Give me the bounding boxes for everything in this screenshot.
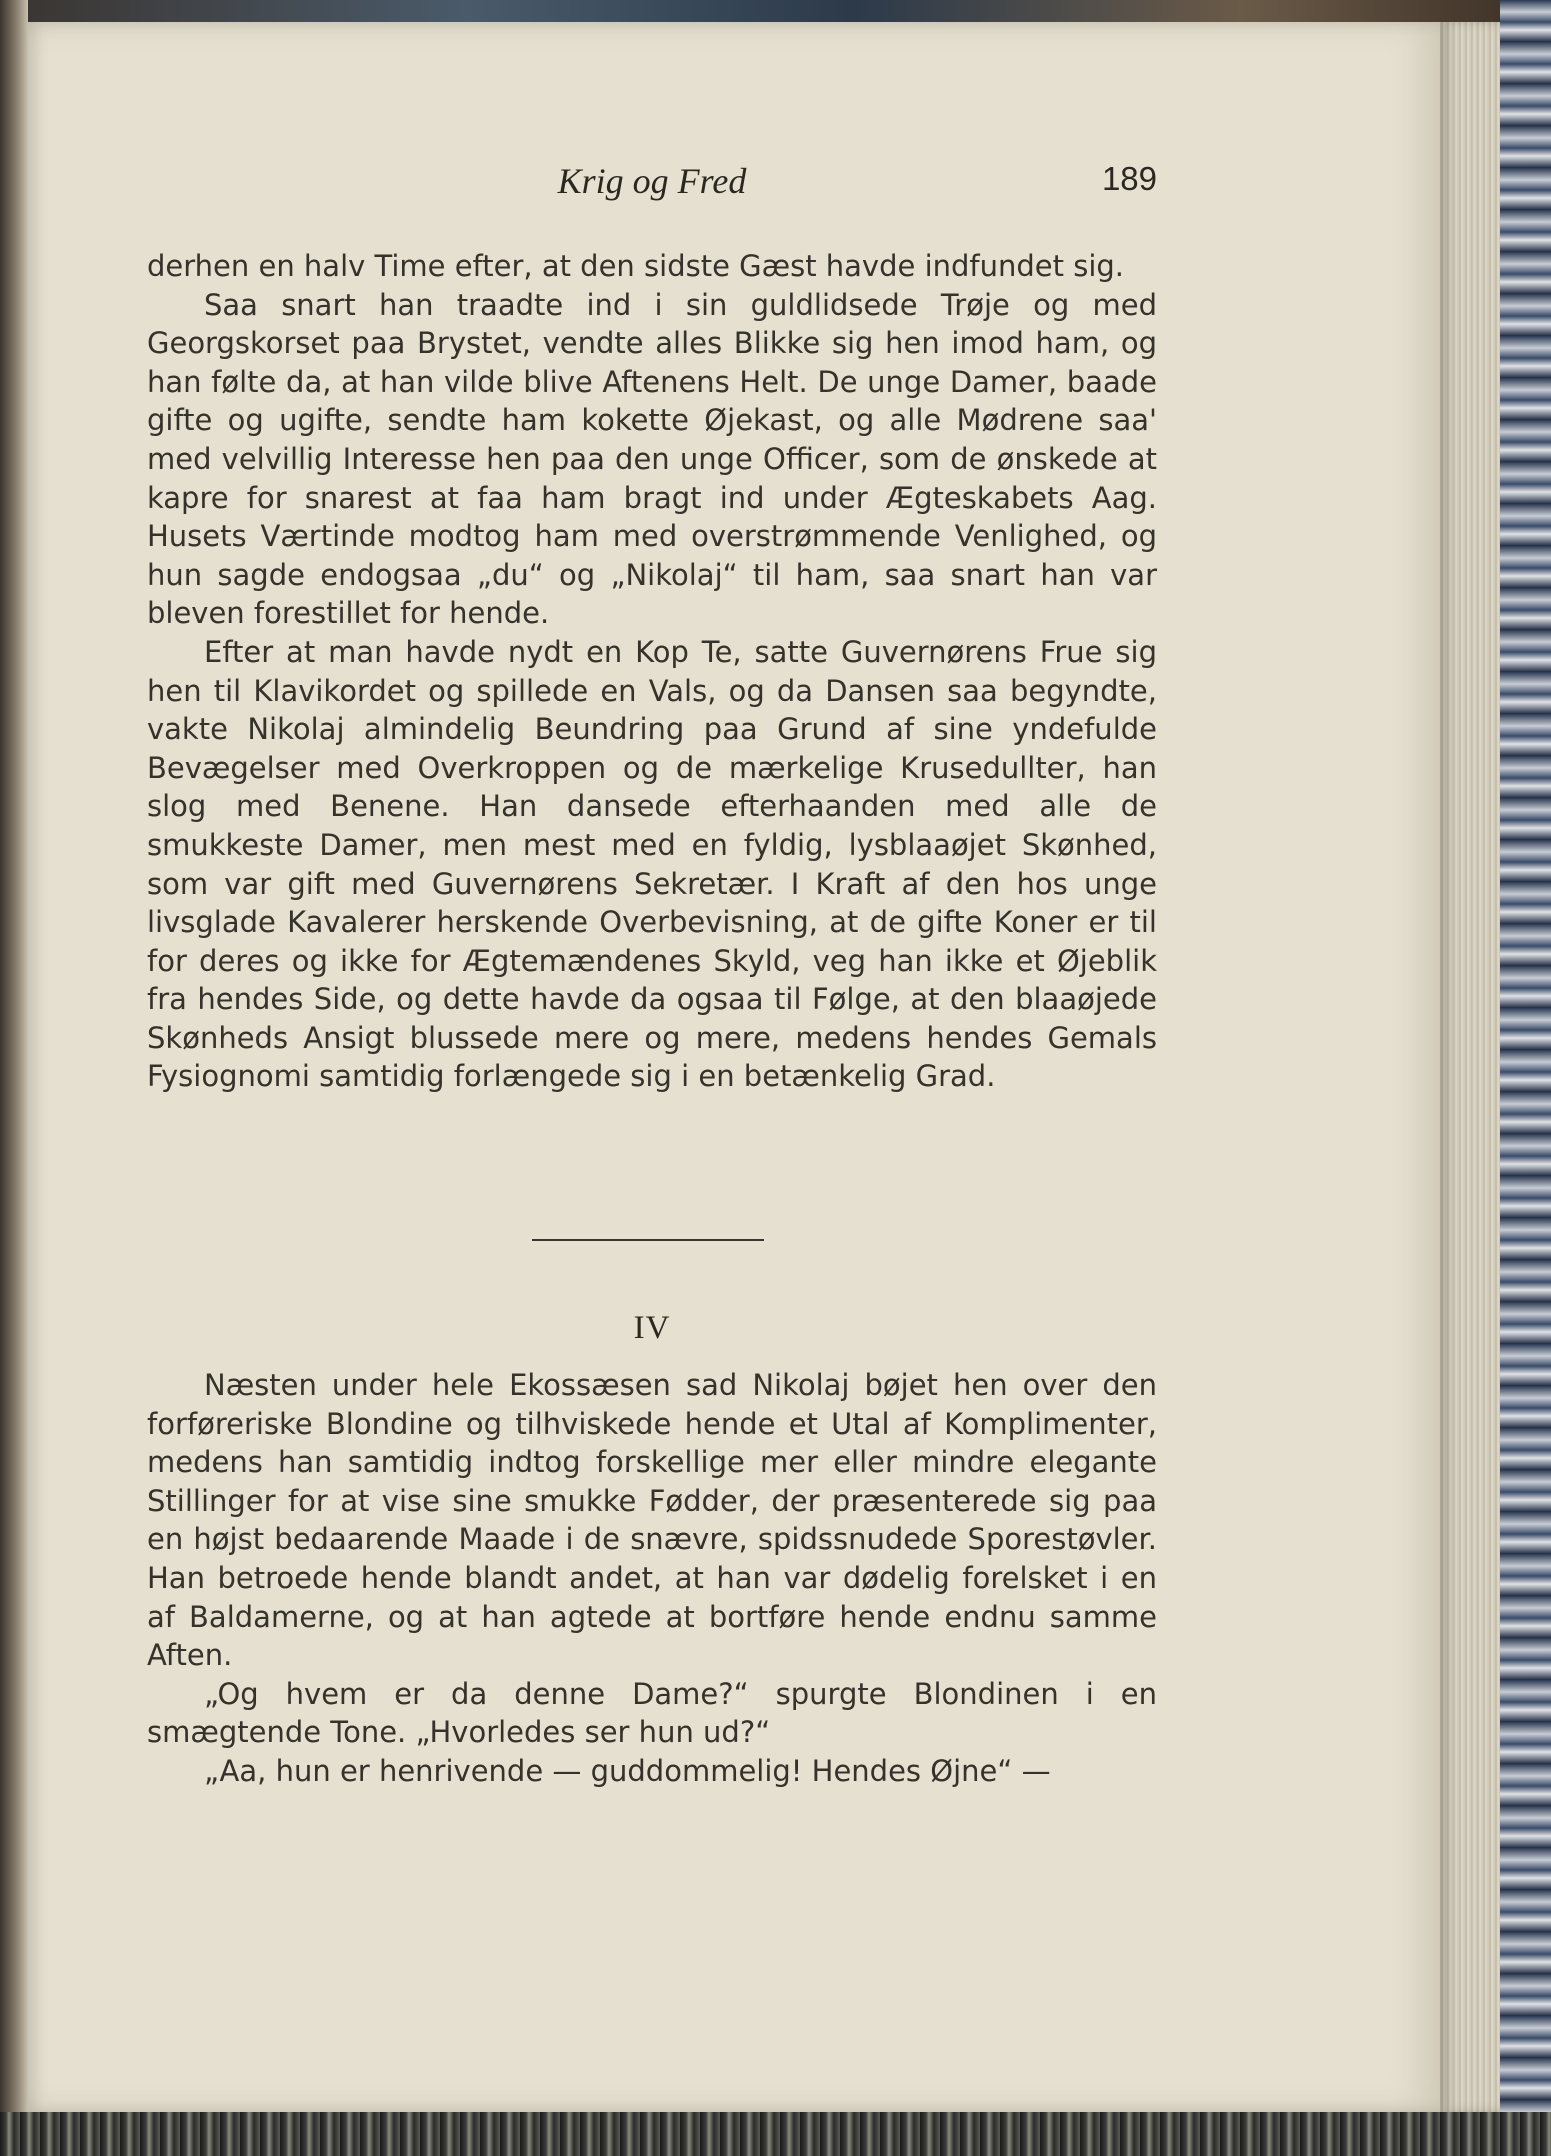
running-head xyxy=(147,160,1157,210)
paragraph: Efter at man havde nydt en Kop Te, satte Guvernørens Frue sig hen til Klavikordet og spillede en Vals, og da Dansen saa begyndte, vakte Nikolaj almindelig Beundring paa Grund af sine yndefulde Bevægelser med Overkroppen og de mærkelige Krusedullter, han slog med Benene. Han dansede efterhaanden med alle de smukkeste Damer, men mest med en fyldig, lysblaaøjet Skønhed, som var gift med Guvernørens Sekretær. I Kraft af den hos unge livsglade Kavalerer herskende Overbevisning, at de gifte Koner er til for deres og ikke for Ægtemændenes Skyld, veg han ikke et Øjeblik fra hendes Side, og dette havde da ogsaa til Følge, at den blaaøjede Skønheds Ansigt blussede mere og mere, medens hendes Gemals Fysiognomi samtidig forlængede sig i en betænkelig Grad. xyxy=(147,634,1157,1094)
marbled-edge-right xyxy=(1500,0,1551,2156)
page-stack xyxy=(1440,22,1500,2112)
paragraph: Saa snart han traadte ind i sin guldlidsede Trøje og med Georgskorset paa Brystet, vendte alles Blikke sig hen imod ham, og han følte da, at han vilde blive Aftenens Helt. De unge Damer, baade gifte og ugifte, sendte ham kokette Øjekast, og alle Mødrene saa' med velvillig Interesse hen paa den unge Officer, som de ønskede at kapre for snarest at faa ham bragt ind under Ægteskabets Aag. Husets Værtinde modtog ham med overstrømmende Venlighed, og hun sagde endogsaa „du“ og „Nikolaj“ til ham, saa snart han var bleven forestillet for hende. xyxy=(147,287,1157,631)
book-top-edge xyxy=(0,0,1551,22)
paragraph: derhen en halv Time efter, at den sidste Gæst havde indfundet sig. xyxy=(147,249,1125,283)
section-divider xyxy=(532,1239,764,1241)
paragraph: „Og hvem er da denne Dame?“ spurgte Blondinen i en smægtende Tone. „Hvorledes ser hun ud?“ xyxy=(147,1676,1157,1750)
page-number: 189 xyxy=(1101,160,1157,197)
section-one-text xyxy=(147,247,1157,1096)
section-two-text xyxy=(147,1366,1157,1791)
paragraph: Næsten under hele Ekossæsen sad Nikolaj bøjet hen over den forføreriske Blondine og tilhviskede hende et Utal af Komplimenter, medens han samtidig indtog forskellige mer eller mindre elegante Stillinger for at vise sine smukke Fødder, der præsenterede sig paa en højst bedaarende Maade i de snævre, spidssnudede Sporestøvler. Han betroede hende blandt andet, at han var dødelig forelsket i en af Baldamerne, og at han agtede at bortføre hende endnu samme Aften. xyxy=(147,1368,1157,1673)
paragraph: „Aa, hun er henrivende — guddommelig! Hendes Øjne“ — xyxy=(204,1753,1051,1788)
book-bottom-edge xyxy=(0,2112,1551,2156)
book-binding-left xyxy=(0,0,28,2156)
chapter-heading: IV xyxy=(633,1310,671,1346)
running-title: Krig og Fred xyxy=(557,161,747,201)
